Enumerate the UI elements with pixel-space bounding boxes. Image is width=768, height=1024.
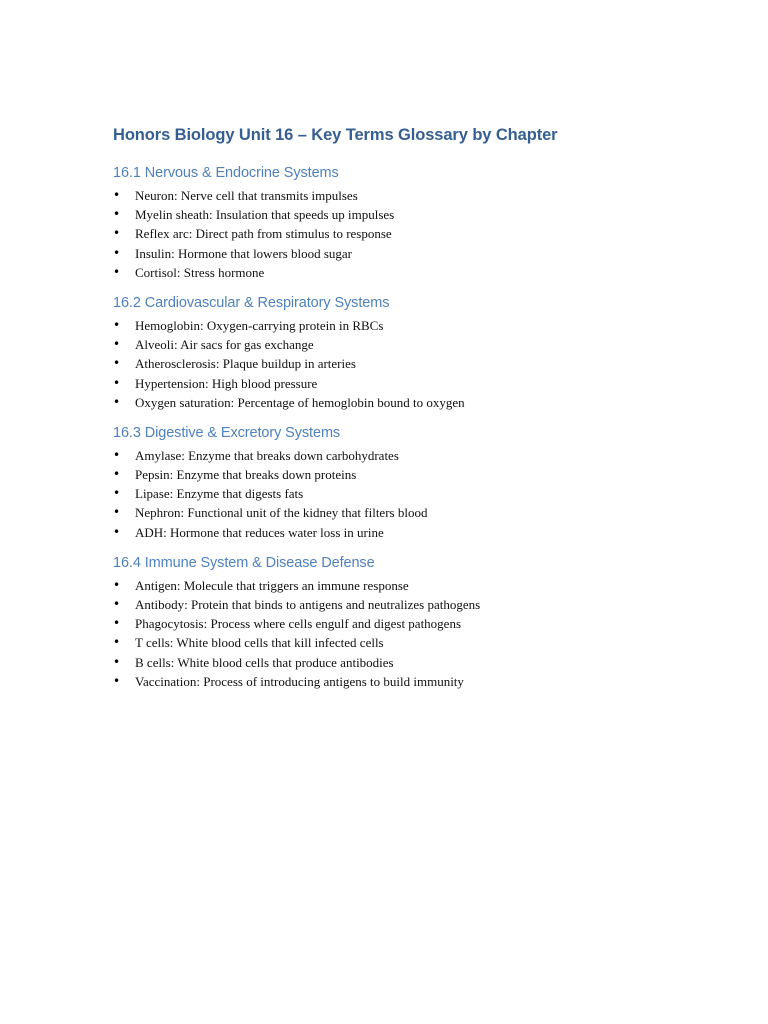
- term-list-item: [113, 335, 733, 354]
- term-list-item: [113, 633, 733, 652]
- term-list-item: [113, 316, 733, 335]
- term-definition-text: Atherosclerosis: Plaque buildup in arteries: [135, 356, 356, 372]
- glossary-section: [113, 293, 733, 412]
- term-list-item: [113, 523, 733, 542]
- term-list: [113, 186, 733, 282]
- term-list-item: [113, 244, 733, 263]
- bullet-icon: •: [113, 577, 121, 592]
- bullet-icon: •: [113, 486, 121, 501]
- term-list-item: [113, 465, 733, 484]
- bullet-icon: •: [113, 375, 121, 390]
- term-list: [113, 576, 733, 691]
- section-heading: 16.4 Immune System & Disease Defense: [113, 554, 375, 571]
- bullet-icon: •: [113, 616, 121, 631]
- term-list: [113, 316, 733, 412]
- term-list-item: [113, 205, 733, 224]
- term-definition-text: Antibody: Protein that binds to antigens and neutralizes pathogens: [135, 597, 481, 612]
- bullet-icon: •: [113, 597, 121, 611]
- section-heading: 16.1 Nervous & Endocrine Systems: [113, 165, 339, 181]
- term-definition-text: Nephron: Functional unit of the kidney that filters blood: [135, 505, 428, 521]
- term-list-item: [113, 595, 733, 614]
- term-definition-text: Alveoli: Air sacs for gas exchange: [135, 337, 314, 353]
- term-definition-text: Insulin: Hormone that lowers blood sugar: [135, 245, 352, 261]
- term-definition-text: Oxygen saturation: Percentage of hemoglobin bound to oxygen: [135, 394, 465, 410]
- term-list-item: [113, 614, 733, 633]
- bullet-icon: •: [113, 673, 121, 688]
- term-definition-text: Hypertension: High blood pressure: [135, 375, 318, 391]
- bullet-icon: •: [113, 188, 121, 202]
- bullet-icon: •: [113, 505, 121, 520]
- term-list-item: [113, 186, 733, 205]
- term-list: [113, 446, 733, 542]
- term-list-item: [113, 374, 733, 393]
- term-list-item: [113, 672, 733, 691]
- term-list-item: [113, 393, 733, 412]
- term-definition-text: Cortisol: Stress hormone: [135, 264, 265, 280]
- term-list-item: [113, 576, 733, 595]
- bullet-icon: •: [113, 524, 121, 539]
- section-heading: 16.2 Cardiovascular & Respiratory Systems: [113, 294, 390, 311]
- term-list-item: [113, 653, 733, 672]
- bullet-icon: •: [113, 207, 121, 222]
- term-definition-text: Lipase: Enzyme that digests fats: [135, 486, 304, 502]
- term-definition-text: Neuron: Nerve cell that transmits impulses: [135, 188, 358, 203]
- bullet-icon: •: [113, 317, 121, 332]
- bullet-icon: •: [113, 226, 121, 241]
- term-definition-text: Vaccination: Process of introducing antigens to build immunity: [135, 673, 464, 689]
- term-definition-text: Phagocytosis: Process where cells engulf and digest pathogens: [135, 616, 462, 632]
- glossary-sections: [113, 163, 733, 691]
- bullet-icon: •: [113, 356, 121, 371]
- bullet-icon: •: [113, 467, 121, 482]
- bullet-icon: •: [113, 337, 121, 352]
- term-list-item: [113, 503, 733, 522]
- term-definition-text: Myelin sheath: Insulation that speeds up impulses: [135, 207, 395, 223]
- bullet-icon: •: [113, 635, 121, 650]
- term-list-item: [113, 224, 733, 243]
- bullet-icon: •: [113, 264, 121, 279]
- glossary-section: [113, 163, 733, 282]
- term-definition-text: ADH: Hormone that reduces water loss in urine: [135, 524, 384, 540]
- term-definition-text: Pepsin: Enzyme that breaks down proteins: [135, 467, 357, 483]
- term-list-item: [113, 263, 733, 282]
- term-list-item: [113, 484, 733, 503]
- glossary-section: [113, 423, 733, 542]
- term-list-item: [113, 354, 733, 373]
- term-definition-text: Hemoglobin: Oxygen-carrying protein in RBCs: [135, 317, 384, 333]
- term-definition-text: B cells: White blood cells that produce antibodies: [135, 654, 394, 670]
- glossary-section: [113, 553, 733, 691]
- bullet-icon: •: [113, 394, 121, 409]
- section-heading: 16.3 Digestive & Excretory Systems: [113, 424, 341, 441]
- term-definition-text: Antigen: Molecule that triggers an immune response: [135, 577, 409, 593]
- document-title: Honors Biology Unit 16 – Key Terms Glossary by Chapter: [113, 126, 558, 144]
- bullet-icon: •: [113, 245, 121, 260]
- term-definition-text: Amylase: Enzyme that breaks down carbohydrates: [135, 447, 399, 463]
- term-definition-text: Reflex arc: Direct path from stimulus to response: [135, 226, 392, 242]
- bullet-icon: •: [113, 654, 121, 669]
- term-definition-text: T cells: White blood cells that kill infected cells: [135, 635, 384, 651]
- term-list-item: [113, 446, 733, 465]
- bullet-icon: •: [113, 447, 121, 462]
- document-content: [113, 124, 733, 702]
